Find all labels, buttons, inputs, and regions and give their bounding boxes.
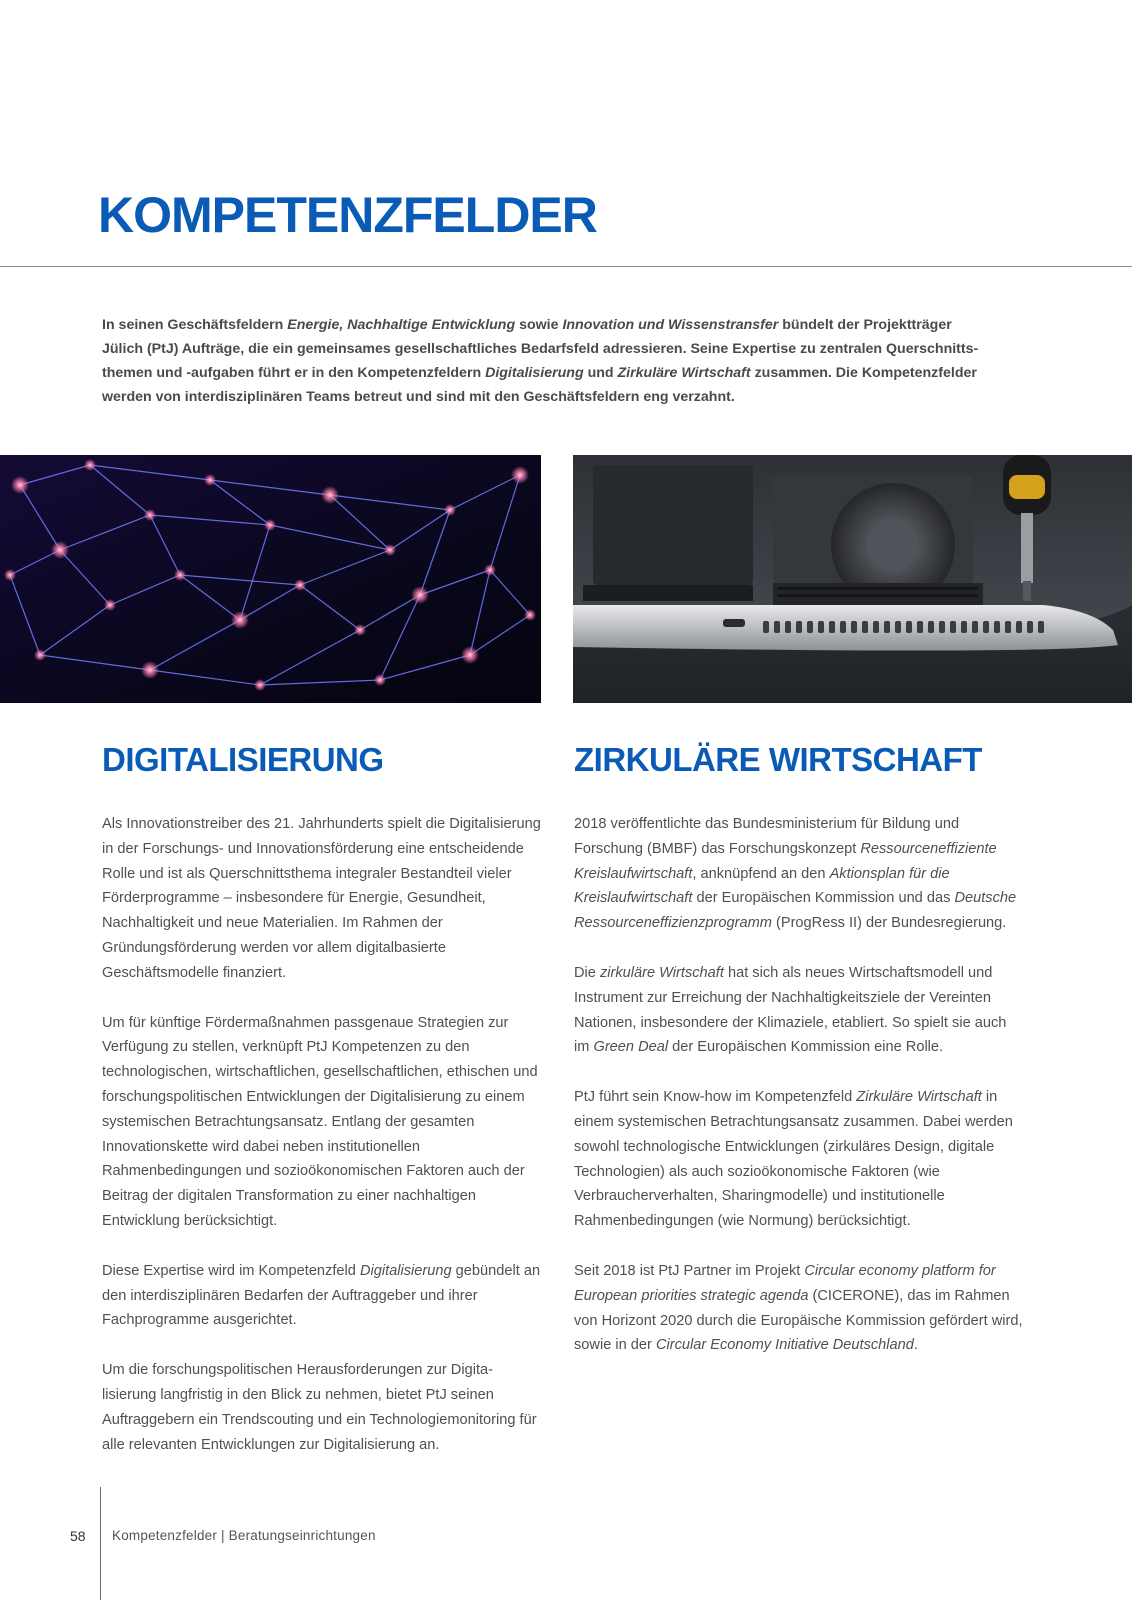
body-text: gebündelt an den interdisziplinären Bedarfen der Auftraggeber und ihrer Fachprogramme ausgerichtet. xyxy=(102,1262,541,1329)
body-text: in einem systemischen Betrachtungsansatz zusammen. Dabei werden sowohl technologische Entwicklungen (zirkuläres Design, digitale Technologien) als auch sozioökonomische Faktoren (wie Verbraucherverhalten, Sharingmodelle) und institutionelle Rahmenbedingungen (wie Normung) berücksichtigt. xyxy=(574,1089,1013,1230)
body-text: In seinen Geschäftsfeldern xyxy=(102,317,288,333)
network-nodes-image xyxy=(0,455,541,703)
laptop-repair-image xyxy=(573,455,1132,703)
emphasis-text: Deutsche Ressourceneffizienzprogramm xyxy=(574,890,1017,932)
body-text: Um für künftige Fördermaßnahmen passgenaue Strategien zur Verfügung zu stellen, verknüpft PtJ Kompetenzen zu den technologischen, wirtschaftlichen, gesellschaftlichen, ethischen und forschungspolitischen Entwicklungen der Digitalisierung zu einem systemischen Betrachtungsansatz. Entlang der gesamten Innovationskette wird dabei neben institutionellen Rahmenbedingungen und sozioökonomischen Faktoren auch der Beitrag der digitalen Transformation zu einer nachhaltigen Entwicklung berücksichtigt. xyxy=(102,1014,538,1229)
body-text: Um die forschungspolitischen Herausforderungen zur Digitalisierung langfristig in den Blick zu nehmen, bietet PtJ seinen Auftraggebern ein Trendscouting und ein Technologiemonitoring für alle relevanten Entwicklungen zur Digitalisierung an. xyxy=(102,1362,537,1453)
zirkulaere-wirtschaft-paragraph xyxy=(574,1085,1024,1234)
body-text: der Europäischen Kommission eine Rolle. xyxy=(668,1039,944,1056)
emphasis-text: Green Deal xyxy=(593,1039,669,1056)
digitalisierung-paragraph xyxy=(102,812,542,986)
emphasis-text: Circular economy platform for European priorities strategic agenda xyxy=(574,1262,996,1304)
footer-section-label: Kompetenzfelder | Beratungseinrichtungen xyxy=(112,1528,376,1543)
emphasis-text: Ressourceneffiziente Kreislaufwirtschaft xyxy=(574,840,997,882)
body-text: hat sich als neues Wirtschaftsmodell und Instrument zur Erreichung der Nachhaltigkeitsziele der Vereinten Nationen, insbesondere der Klimaziele, etabliert. So spielt sie auch im xyxy=(574,964,1007,1056)
zirkulaere-wirtschaft-paragraph xyxy=(574,1259,1024,1358)
emphasis-text: Digitalisierung xyxy=(485,365,584,381)
emphasis-text: Innovation und Wissenstransfer xyxy=(562,317,779,333)
body-text: (ProgRess II) der Bundesregierung. xyxy=(771,915,1007,932)
digitalisierung-paragraph xyxy=(102,1259,542,1333)
body-text: (CICERONE), das im Rahmen von Horizont 2020 durch die Europäische Kommission gefördert wird, sowie in der xyxy=(574,1287,1023,1354)
body-text: , anknüpfend an den xyxy=(692,865,830,882)
digitalisierung-section xyxy=(102,740,542,1482)
digitalisierung-paragraph xyxy=(102,1358,542,1457)
page-number: 58 xyxy=(70,1528,86,1544)
intro-paragraph xyxy=(102,313,982,409)
page-title: KOMPETENZFELDER xyxy=(98,187,597,243)
body-text: Als Innovationstreiber des 21. Jahrhunderts spielt die Digitalisierung in der Forschungs- und Innovationsförderung eine entscheidende Rolle und ist als Querschnittsthema integraler Bestandteil vieler Förderprogramme – insbesondere für Energie, Gesundheit, Nachhaltigkeit und neue Materialien. Im Rahmen der Gründungsförderung werden vor allem digitalbasierte Geschäftsmodelle finanziert. xyxy=(102,816,541,981)
emphasis-text: Circular Economy Initiative Deutschland xyxy=(655,1337,914,1354)
digitalisierung-paragraph xyxy=(102,1011,542,1234)
emphasis-text: Energie, Nachhaltige Entwicklung xyxy=(287,317,516,333)
title-divider xyxy=(0,266,1132,267)
emphasis-text: Digitalisierung xyxy=(359,1262,452,1279)
body-text: . xyxy=(913,1337,918,1354)
zirkulaere-wirtschaft-paragraph xyxy=(574,812,1024,936)
emphasis-text: Zirkuläre Wirtschaft xyxy=(856,1089,982,1106)
body-text: der Europäischen Kommission und das xyxy=(692,890,955,907)
body-text: Die xyxy=(574,964,600,981)
emphasis-text: zirkuläre Wirtschaft xyxy=(599,964,724,981)
body-text: zusammen. Die Kompetenzfelder werden von interdisziplinären Teams betreut und sind mit den Geschäftsfeldern eng verzahnt. xyxy=(102,365,977,405)
zirkulaere-wirtschaft-heading: ZIRKULÄRE WIRTSCHAFT xyxy=(574,741,982,778)
body-text: Diese Expertise wird im Kompetenzfeld xyxy=(102,1262,360,1279)
body-text: 2018 veröffentlichte das Bundesministerium für Bildung und Forschung (BMBF) das Forschungskonzept xyxy=(574,816,960,857)
body-text: und xyxy=(583,365,618,381)
footer-divider xyxy=(100,1487,101,1600)
body-text: bündelt der Projektträger Jülich (PtJ) Aufträge, die ein gemeinsames gesellschaftliches Bedarfsfeld adressieren. Seine Expertise zu zentralen Querschnittsthemen und -aufgaben führt er in den Kompetenzfeldern xyxy=(102,317,979,381)
zirkulaere-wirtschaft-paragraph xyxy=(574,961,1024,1060)
digitalisierung-heading: DIGITALISIERUNG xyxy=(102,741,384,778)
emphasis-text: Aktionsplan für die Kreislaufwirtschaft xyxy=(574,865,950,907)
body-text: Seit 2018 ist PtJ Partner im Projekt xyxy=(574,1262,805,1279)
body-text: PtJ führt sein Know-how im Kompetenzfeld xyxy=(574,1089,857,1106)
zirkulaere-wirtschaft-section xyxy=(574,740,1024,1383)
emphasis-text: Zirkuläre Wirtschaft xyxy=(617,365,751,381)
body-text: sowie xyxy=(515,317,563,333)
